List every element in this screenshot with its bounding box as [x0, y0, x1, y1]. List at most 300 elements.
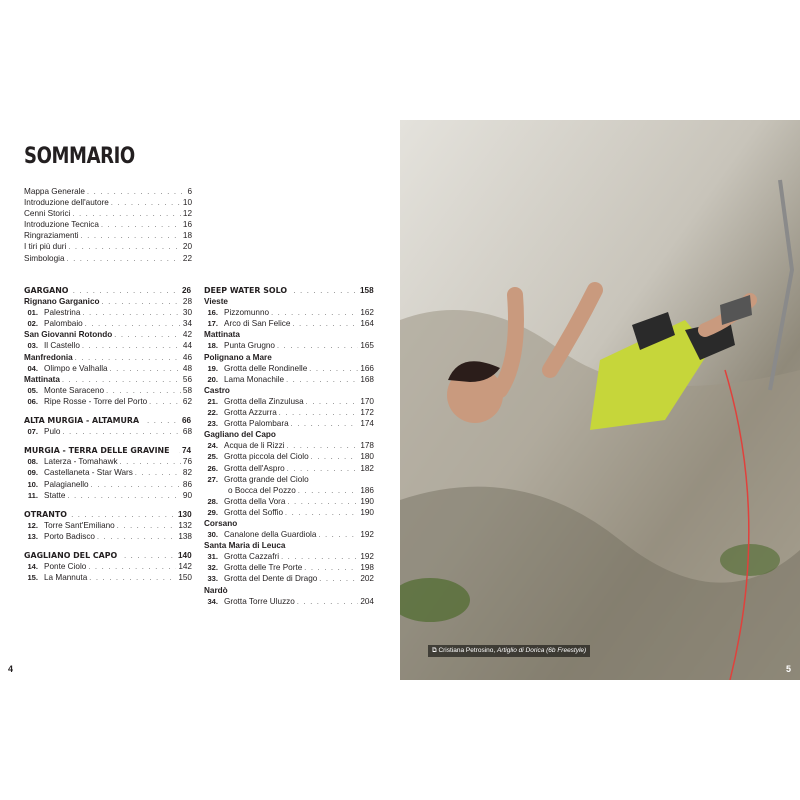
- toc-subsection: [24, 374, 192, 385]
- toc-label: [24, 385, 104, 396]
- toc-entry: [204, 418, 374, 429]
- toc-entry: [204, 496, 374, 507]
- toc-label: [204, 562, 302, 573]
- toc-label: [24, 296, 100, 307]
- toc-number: 19.: [207, 363, 218, 373]
- toc-page: 142: [178, 562, 192, 572]
- toc-label-text: Grotta della Vora: [224, 496, 286, 506]
- toc-label: [24, 456, 118, 467]
- toc-label: [24, 426, 60, 437]
- toc-label-text: Polignano a Mare: [204, 352, 272, 362]
- toc-label: [204, 374, 284, 385]
- toc-section: [24, 550, 192, 561]
- toc-entry: [204, 440, 374, 451]
- toc-page: 192: [360, 552, 374, 562]
- toc-entry: [24, 385, 192, 396]
- toc-label: [24, 307, 80, 318]
- toc-page: 198: [360, 563, 374, 573]
- toc-label-text: Grotta delle Rondinelle: [224, 363, 308, 373]
- toc-page: 170: [360, 396, 374, 406]
- leader-dots: [285, 508, 358, 519]
- toc-subsection: [204, 429, 374, 440]
- toc-entry: [204, 573, 374, 584]
- toc-number: 30.: [207, 530, 218, 540]
- toc-number: 21.: [207, 396, 218, 406]
- toc-label-text: Introduzione Tecnica: [24, 220, 99, 230]
- toc-label: [204, 285, 287, 296]
- toc-number: 32.: [207, 563, 218, 573]
- toc-label-text: Gagliano del Capo: [204, 430, 276, 440]
- leader-dots: [111, 198, 181, 209]
- toc-page: 140: [177, 549, 192, 560]
- toc-label: [24, 479, 89, 490]
- toc-label-text: Statte: [44, 490, 66, 500]
- toc-label-text: Grotta grande del Ciolo: [224, 474, 309, 484]
- toc-entry: [24, 318, 192, 329]
- toc-label-text: Monte Saraceno: [44, 385, 105, 395]
- toc-label-text: Palestrina: [44, 308, 81, 318]
- toc-label-text: Punta Grugno: [224, 341, 275, 351]
- toc-label: [204, 451, 309, 462]
- leader-dots: [319, 574, 358, 585]
- toc-label: [204, 551, 279, 562]
- leader-dots: [102, 297, 181, 308]
- toc-number: 28.: [207, 496, 218, 506]
- toc-number: 34.: [207, 596, 218, 606]
- toc-number: 14.: [27, 562, 38, 572]
- leader-dots: [297, 597, 358, 608]
- toc-label: [204, 418, 289, 429]
- toc-page: 138: [178, 531, 192, 541]
- toc-label-text: o Bocca del Pozzo: [228, 485, 296, 495]
- toc-entry: [204, 363, 374, 374]
- toc-label-text: Grotta del Soffio: [224, 507, 284, 517]
- toc-label: [24, 374, 60, 385]
- toc-page: 180: [360, 452, 374, 462]
- toc-page: 150: [178, 573, 192, 583]
- toc-label: [24, 318, 83, 329]
- toc-entry: [204, 507, 374, 518]
- toc-page: 182: [360, 463, 374, 473]
- toc-entry: [24, 208, 192, 219]
- leader-dots: [147, 416, 180, 427]
- toc-page: 48: [182, 363, 192, 373]
- toc-subsection: [204, 518, 374, 529]
- page-title: SOMMARIO: [24, 144, 135, 169]
- leader-dots: [82, 341, 181, 352]
- toc-number: 01.: [27, 308, 38, 318]
- toc-number: 11.: [27, 490, 38, 500]
- toc-entry: [204, 396, 374, 407]
- toc-label: [24, 509, 67, 520]
- leader-dots: [67, 254, 181, 265]
- toc-entry: [204, 485, 374, 496]
- toc-entry: [24, 241, 192, 252]
- toc-number: 03.: [27, 341, 38, 351]
- toc-entry: [24, 520, 192, 531]
- toc-label-text: Palombaio: [44, 319, 83, 329]
- toc-label-text: MURGIA - TERRA DELLE GRAVINE: [24, 445, 170, 456]
- toc-label: [204, 296, 228, 307]
- toc-subsection: [204, 352, 374, 363]
- toc-label-text: Mattinata: [204, 330, 240, 340]
- toc-label: [24, 490, 65, 501]
- toc-label: [204, 429, 276, 440]
- toc-number: 24.: [207, 441, 218, 451]
- toc-page: 42: [182, 330, 192, 340]
- toc-label-text: Grotta Palombara: [224, 419, 289, 429]
- toc-label: [24, 352, 73, 363]
- toc-entry: [204, 551, 374, 562]
- toc-label-text: Canalone della Guardiola: [224, 530, 317, 540]
- leader-dots: [62, 427, 181, 438]
- toc-page: 22: [182, 253, 192, 263]
- leader-dots: [117, 521, 177, 532]
- toc-number: 10.: [27, 479, 38, 489]
- toc-entry: [204, 474, 374, 485]
- toc-label-text: DEEP WATER SOLO: [204, 285, 288, 295]
- toc-page: 76: [182, 457, 192, 467]
- toc-label: [204, 352, 272, 363]
- toc-label-text: I tiri più duri: [24, 242, 67, 252]
- toc-page: 66: [182, 415, 192, 426]
- toc-entry: [24, 219, 192, 230]
- toc-label: [24, 241, 66, 252]
- toc-page: 204: [360, 596, 374, 606]
- toc-label: [204, 463, 285, 474]
- toc-page: 26: [182, 285, 192, 295]
- toc-label-text: Acqua de li Rizzi: [224, 441, 285, 451]
- toc-page: 62: [182, 396, 192, 406]
- toc-page: 18: [182, 231, 192, 241]
- toc-number: 26.: [207, 463, 218, 473]
- toc-entry: [204, 596, 374, 607]
- toc-entry: [204, 374, 374, 385]
- toc-entry: [24, 426, 192, 437]
- leader-dots: [82, 308, 180, 319]
- toc-page: 165: [360, 341, 374, 351]
- toc-entry: [24, 396, 192, 407]
- toc-entry: [204, 529, 374, 540]
- leader-dots: [68, 242, 181, 253]
- spacer: [24, 501, 192, 509]
- leader-dots: [110, 364, 181, 375]
- toc-page: 16: [182, 220, 192, 230]
- toc-entry: [24, 467, 192, 478]
- toc-page: 178: [360, 441, 374, 451]
- toc-number: 05.: [27, 385, 38, 395]
- toc-label-text: ALTA MURGIA - ALTAMURA: [24, 415, 140, 426]
- toc-label: [204, 440, 285, 451]
- toc-label-text: Grotta Torre Uluzzo: [224, 596, 295, 606]
- toc-entry: [204, 463, 374, 474]
- toc-page: 190: [360, 496, 374, 506]
- toc-label-text: Grotta Cazzafri: [224, 552, 280, 562]
- toc-page: 192: [360, 530, 374, 540]
- toc-number: 08.: [27, 457, 38, 467]
- leader-dots: [318, 530, 358, 541]
- toc-entry: [24, 456, 192, 467]
- toc-column-left: [24, 285, 192, 583]
- toc-number: 20.: [207, 374, 218, 384]
- toc-label: [24, 561, 86, 572]
- toc-label: [24, 550, 117, 561]
- photo-caption: ⧉ Cristiana Petrosino, Artiglio di Dorica (6b Freestyle): [428, 645, 590, 657]
- toc-label-text: Laterza - Tomahawk: [44, 457, 118, 467]
- toc-label-text: Santa Maria di Leuca: [204, 541, 286, 551]
- toc-label-text: Grotta piccola del Ciolo: [224, 452, 309, 462]
- leader-dots: [67, 491, 180, 502]
- toc-label: [24, 329, 112, 340]
- toc-page: 158: [359, 285, 374, 295]
- toc-label: [24, 285, 69, 296]
- toc-entry: [204, 318, 374, 329]
- toc-number: 15.: [27, 573, 38, 583]
- toc-label-text: Nardò: [204, 585, 228, 595]
- toc-label-text: Cenni Storici: [24, 209, 71, 219]
- toc-label: [204, 518, 237, 529]
- toc-entry: [24, 531, 192, 542]
- toc-page: 68: [182, 427, 192, 437]
- toc-label: [24, 208, 70, 219]
- toc-column-right: [204, 285, 374, 607]
- leader-dots: [306, 397, 359, 408]
- toc-section: [24, 285, 192, 296]
- toc-entry: [24, 479, 192, 490]
- toc-label: [24, 197, 109, 208]
- toc-label: [204, 573, 317, 584]
- toc-label: [24, 445, 170, 456]
- toc-number: 12.: [27, 520, 38, 530]
- toc-label: [204, 385, 230, 396]
- toc-page: 34: [182, 319, 192, 329]
- toc-page: 172: [360, 408, 374, 418]
- leader-dots: [286, 375, 358, 386]
- toc-entry: [204, 562, 374, 573]
- toc-label: [204, 329, 240, 340]
- toc-entry: [24, 253, 192, 264]
- toc-label: [24, 186, 85, 197]
- leader-dots: [89, 573, 176, 584]
- toc-label: [204, 496, 285, 507]
- leader-dots: [101, 220, 181, 231]
- toc-page: 162: [360, 308, 374, 318]
- toc-label: [204, 596, 295, 607]
- toc-label: [24, 415, 139, 426]
- toc-number: 29.: [207, 507, 218, 517]
- leader-dots: [279, 408, 359, 419]
- camera-icon: ⧉: [432, 647, 439, 654]
- toc-label-text: Lama Monachile: [224, 374, 285, 384]
- toc-label-text: Manfredonia: [24, 352, 73, 362]
- toc-entry: [24, 307, 192, 318]
- toc-subsection: [204, 329, 374, 340]
- toc-label: [204, 407, 277, 418]
- toc-page: 164: [360, 319, 374, 329]
- toc-label: [204, 474, 309, 485]
- toc-entry: [204, 407, 374, 418]
- leader-dots: [179, 446, 180, 457]
- toc-label-text: Vieste: [204, 297, 228, 307]
- toc-label: [24, 253, 65, 264]
- toc-subsection: [204, 385, 374, 396]
- toc-page: 20: [182, 242, 192, 252]
- toc-label-text: OTRANTO: [24, 508, 67, 519]
- toc-section: [24, 415, 192, 426]
- spacer: [24, 437, 192, 445]
- toc-label: [24, 572, 87, 583]
- toc-label-text: Grotta Azzurra: [224, 408, 277, 418]
- leader-dots: [291, 419, 359, 430]
- toc-label: [204, 507, 283, 518]
- toc-page: 30: [182, 308, 192, 318]
- toc-entry: [24, 363, 192, 374]
- toc-page: 46: [182, 352, 192, 362]
- toc-page: 190: [360, 507, 374, 517]
- page-number-left: 4: [8, 664, 14, 674]
- toc-entry: [204, 340, 374, 351]
- toc-page: 202: [360, 574, 374, 584]
- toc-page: 186: [360, 485, 374, 495]
- leader-dots: [311, 452, 359, 463]
- climber-photo: [400, 120, 800, 680]
- toc-subsection: [24, 296, 192, 307]
- toc-label-text: Ripe Rosse - Torre del Porto: [44, 396, 148, 406]
- spacer: [24, 407, 192, 415]
- toc-number: 25.: [207, 452, 218, 462]
- toc-number: 09.: [27, 468, 38, 478]
- toc-number: 33.: [207, 574, 218, 584]
- toc-label: [204, 340, 275, 351]
- leader-dots: [149, 397, 181, 408]
- leader-dots: [292, 319, 358, 330]
- toc-label: [204, 318, 290, 329]
- toc-label: [24, 363, 108, 374]
- toc-page: 44: [182, 341, 192, 351]
- toc-label-text: Grotta della Zinzulusa: [224, 396, 304, 406]
- leader-dots: [91, 480, 181, 491]
- toc-entry: [204, 307, 374, 318]
- toc-label: [24, 531, 95, 542]
- toc-page: 10: [182, 198, 192, 208]
- toc-page: 82: [182, 468, 192, 478]
- spacer: [24, 542, 192, 550]
- leader-dots: [277, 341, 358, 352]
- leader-dots: [97, 532, 176, 543]
- leader-dots: [293, 286, 357, 297]
- toc-page: 56: [182, 374, 192, 384]
- toc-section: [24, 509, 192, 520]
- toc-label-text: Introduzione dell'autore: [24, 198, 109, 208]
- toc-label-text: Castellaneta - Star Wars: [44, 468, 133, 478]
- leader-dots: [114, 330, 181, 341]
- toc-label: [204, 540, 285, 551]
- toc-label-text: Porto Badisco: [44, 531, 95, 541]
- toc-label-text: Corsano: [204, 518, 238, 528]
- toc-page: 28: [182, 297, 192, 307]
- toc-label: [204, 485, 296, 496]
- toc-label: [24, 520, 115, 531]
- toc-label-text: Palagianello: [44, 479, 89, 489]
- toc-label-text: Arco di San Felice: [224, 319, 291, 329]
- climber-illustration: [400, 120, 800, 680]
- leader-dots: [124, 551, 176, 562]
- toc-label-text: Grotta del Dente di Drago: [224, 574, 318, 584]
- toc-label-text: Torre Sant'Emiliano: [44, 520, 115, 530]
- toc-entry: [24, 561, 192, 572]
- toc-subsection: [24, 352, 192, 363]
- toc-label: [24, 219, 99, 230]
- toc-label-text: Grotta dell'Aspro: [224, 463, 285, 473]
- toc-number: 22.: [207, 408, 218, 418]
- toc-page: 174: [360, 419, 374, 429]
- toc-number: 04.: [27, 363, 38, 373]
- toc-page: 90: [182, 490, 192, 500]
- toc-label-text: San Giovanni Rotondo: [24, 330, 113, 340]
- toc-label-text: Mappa Generale: [24, 187, 85, 196]
- page-number-right: 5: [786, 664, 792, 674]
- toc-label-text: Il Castello: [44, 341, 80, 351]
- toc-label: [24, 396, 147, 407]
- leader-dots: [298, 486, 359, 497]
- toc-entry: [24, 340, 192, 351]
- leader-dots: [81, 231, 181, 242]
- toc-entry: [204, 451, 374, 462]
- toc-label-text: Pulo: [44, 427, 61, 437]
- toc-number: 23.: [207, 419, 218, 429]
- toc-page: 86: [182, 479, 192, 489]
- toc-number: 02.: [27, 319, 38, 329]
- toc-section: [204, 285, 374, 296]
- toc-label: [204, 307, 269, 318]
- toc-label: [204, 585, 228, 596]
- toc-page: 132: [178, 520, 192, 530]
- toc-page: 6: [187, 187, 192, 196]
- toc-label-text: Rignano Garganico: [24, 297, 100, 307]
- toc-entry: [24, 572, 192, 583]
- toc-number: 13.: [27, 531, 38, 541]
- toc-number: 16.: [207, 308, 218, 318]
- leader-dots: [135, 468, 181, 479]
- toc-number: 17.: [207, 319, 218, 329]
- toc-number: 07.: [27, 427, 38, 437]
- toc-label-text: Grotta delle Tre Porte: [224, 563, 303, 573]
- toc-label-text: Mattinata: [24, 374, 60, 384]
- toc-label: [204, 363, 307, 374]
- toc-page: 58: [182, 385, 192, 395]
- leader-dots: [88, 562, 176, 573]
- toc-label: [24, 230, 79, 241]
- leader-dots: [287, 497, 358, 508]
- toc-section: [24, 445, 192, 456]
- toc-page: 74: [182, 445, 192, 456]
- toc-page: 166: [360, 363, 374, 373]
- toc-label: [24, 340, 80, 351]
- toc-label-text: Simbologia: [24, 253, 65, 263]
- toc-number: 06.: [27, 396, 38, 406]
- toc-subsection: [204, 540, 374, 551]
- toc-subsection: [204, 585, 374, 596]
- toc-label: [204, 396, 304, 407]
- toc-label-text: Ringraziamenti: [24, 231, 79, 241]
- toc-subsection: [204, 296, 374, 307]
- toc-page: 168: [360, 374, 374, 384]
- toc-label-text: Ponte Ciolo: [44, 562, 87, 572]
- toc-number: 27.: [207, 474, 218, 484]
- toc-entry: [24, 186, 192, 197]
- toc-label-text: La Mannuta: [44, 573, 88, 583]
- toc-subsection: [24, 329, 192, 340]
